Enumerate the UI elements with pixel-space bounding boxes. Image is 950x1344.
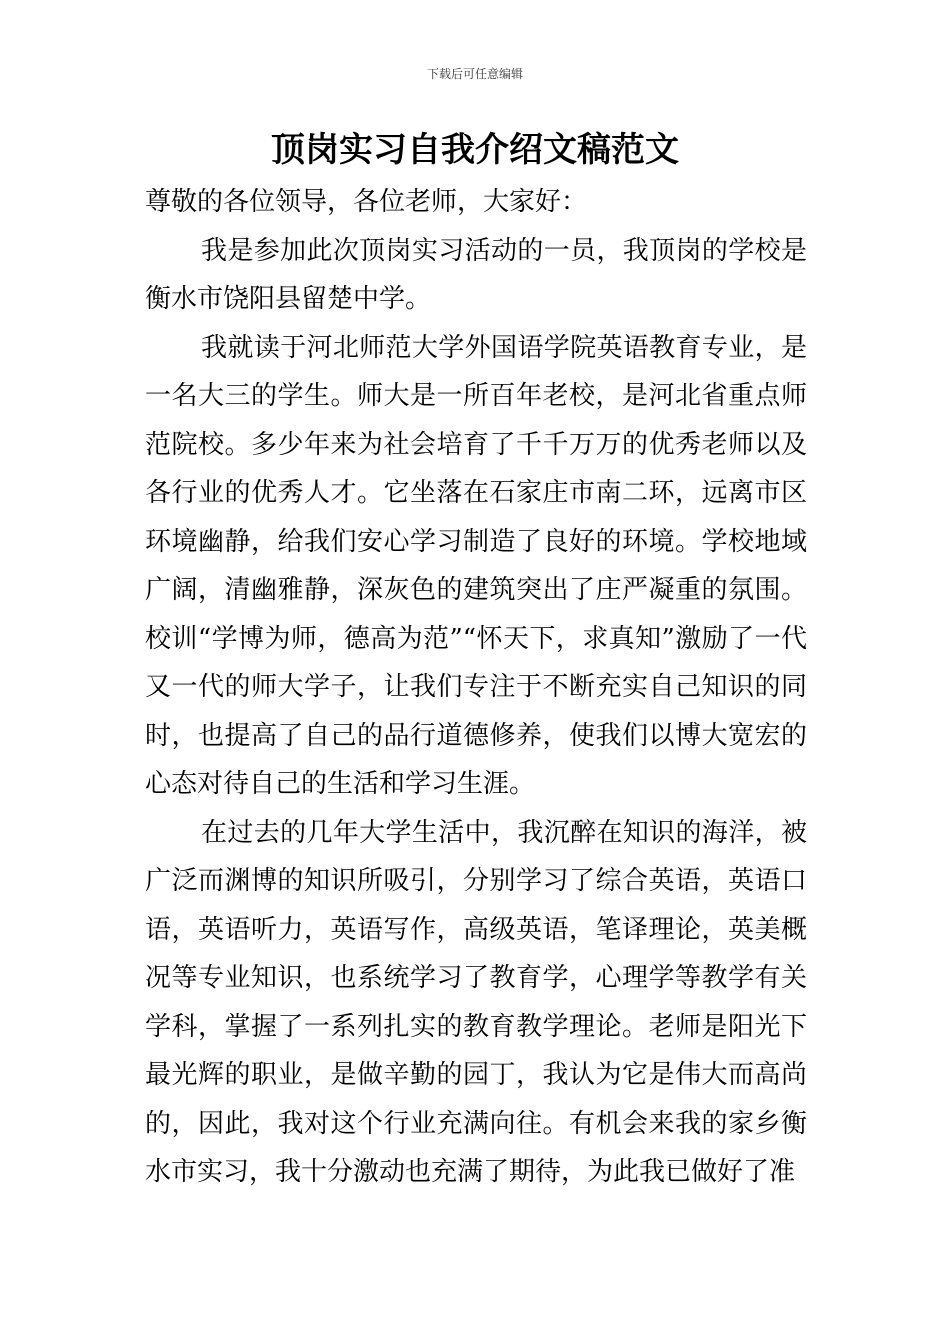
greeting-line: 尊敬的各位领导，各位老师，大家好：	[145, 187, 588, 217]
paragraph-studies: 在过去的几年大学生活中，我沉醉在知识的海洋，被广泛而渊博的知识所吸引，分别学习了综合英语，英语口语，英语听力，英语写作，高级英语，笔译理论，英美概况等专业知识，也系统学习了教育学，心理学等教学有关学科，掌握了一系列扎实的教育教学理论。老师是阳光下最光辉的职业，是做辛勤的园丁，我认为它是伟大而高尚的，因此，我对这个行业充满向往。有机会来我的家乡衡水市实习，我十分激动也充满了期待，为此我已做好了准	[145, 817, 807, 1187]
document-title: 顶岗实习自我介绍文稿范文	[271, 130, 679, 170]
paragraph-school: 我是参加此次顶岗实习活动的一员，我顶岗的学校是衡水市饶阳县留楚中学。	[145, 235, 807, 314]
document-body	[145, 178, 807, 1197]
paragraph-university: 我就读于河北师范大学外国语学院英语教育专业，是一名大三的学生。师大是一所百年老校，是河北省重点师范院校。多少年来为社会培育了千千万万的优秀老师以及各行业的优秀人才。它坐落在石家庄市南二环，远离市区环境幽静，给我们安心学习制造了良好的环境。学校地域广阔，清幽雅静，深灰色的建筑突出了庄严凝重的氛围。校训“学博为师，德高为范”“怀天下，求真知”激励了一代又一代的师大学子，让我们专注于不断充实自己知识的同时，也提高了自己的品行道德修养，使我们以博大宽宏的心态对待自己的生活和学习生涯。	[145, 332, 807, 799]
header-note: 下载后可任意编辑	[426, 67, 523, 81]
